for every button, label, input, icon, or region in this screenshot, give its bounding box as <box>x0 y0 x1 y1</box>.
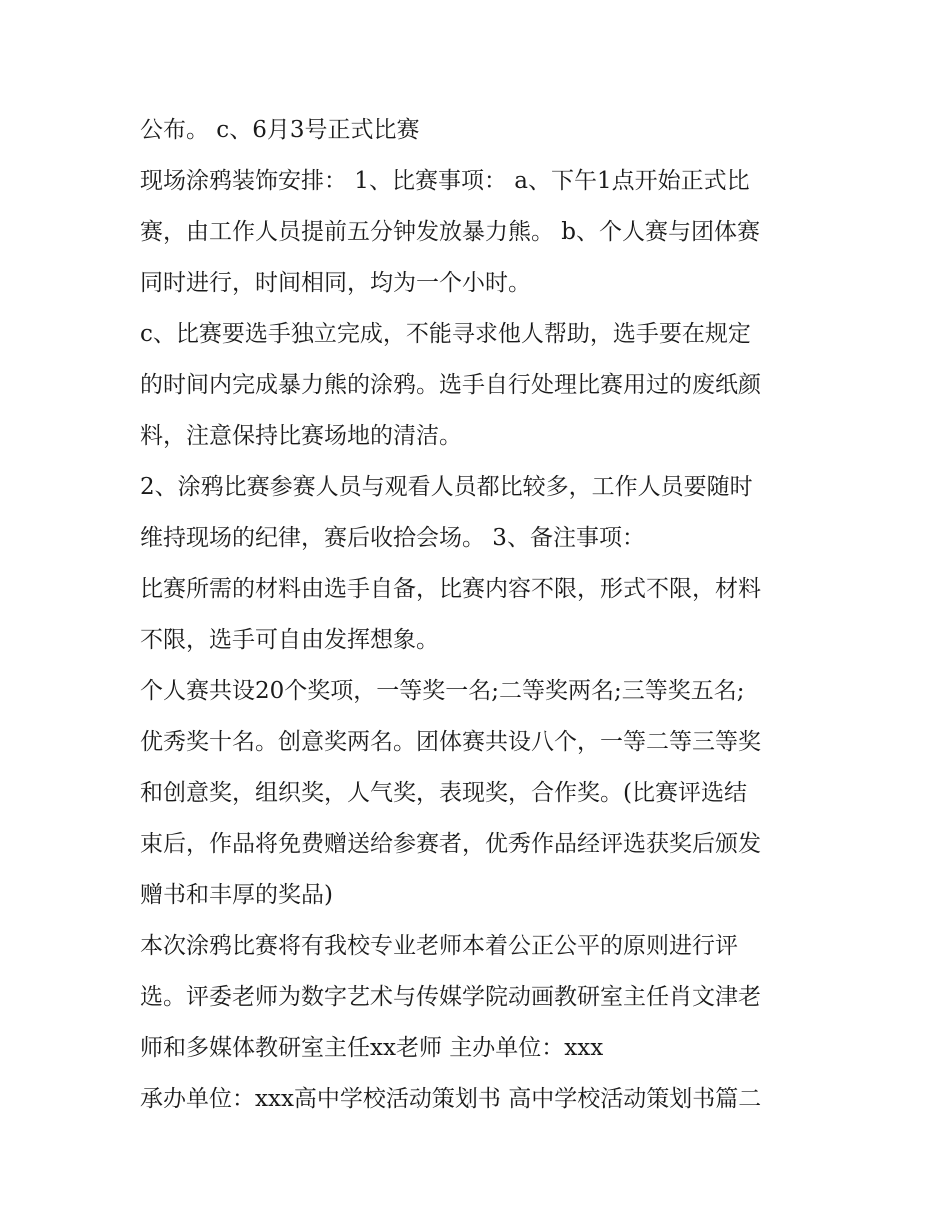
text-line: 比赛所需的材料由选手自备，比赛内容不限，形式不限，材料 <box>140 576 761 602</box>
text-line: 承办单位：xxx高中学校活动策划书 高中学校活动策划书篇二 <box>140 1086 762 1112</box>
text-line: 现场涂鸦装饰安排： 1、比赛事项： a、下午1点开始正式比 <box>140 168 750 194</box>
text-line: 师和多媒体教研室主任xx老师 主办单位：xxx <box>140 1035 604 1061</box>
text-line: 本次涂鸦比赛将有我校专业老师本着公正公平的原则进行评 <box>140 933 738 959</box>
document-body <box>140 105 820 1125</box>
text-line: 维持现场的纪律，赛后收拾会场。 3、备注事项： <box>140 525 645 551</box>
text-line: 公布。 c、6月3号正式比赛 <box>140 117 420 143</box>
text-line: 赠书和丰厚的奖品) <box>140 882 333 908</box>
text-line: 个人赛共设20个奖项，一等奖一名;二等奖两名;三等奖五名; <box>140 678 745 704</box>
text-line: 和创意奖，组织奖，人气奖，表现奖，合作奖。(比赛评选结 <box>140 780 747 806</box>
text-line: 料，注意保持比赛场地的清洁。 <box>140 423 462 449</box>
text-line: 同时进行，时间相同，均为一个小时。 <box>140 270 531 296</box>
text-line: 赛，由工作人员提前五分钟发放暴力熊。 b、个人赛与团体赛 <box>140 219 761 245</box>
text-line: 优秀奖十名。创意奖两名。团体赛共设八个，一等二等三等奖 <box>140 729 761 755</box>
text-line: 的时间内完成暴力熊的涂鸦。选手自行处理比赛用过的废纸颜 <box>140 372 761 398</box>
text-line: 束后，作品将免费赠送给参赛者，优秀作品经评选获奖后颁发 <box>140 831 761 857</box>
text-line: 2、涂鸦比赛参赛人员与观看人员都比较多，工作人员要随时 <box>140 474 753 500</box>
text-line: 不限，选手可自由发挥想象。 <box>140 627 439 653</box>
text-line: c、比赛要选手独立完成，不能寻求他人帮助，选手要在规定 <box>140 321 751 347</box>
text-line: 选。评委老师为数字艺术与传媒学院动画教研室主任肖文津老 <box>140 984 761 1010</box>
